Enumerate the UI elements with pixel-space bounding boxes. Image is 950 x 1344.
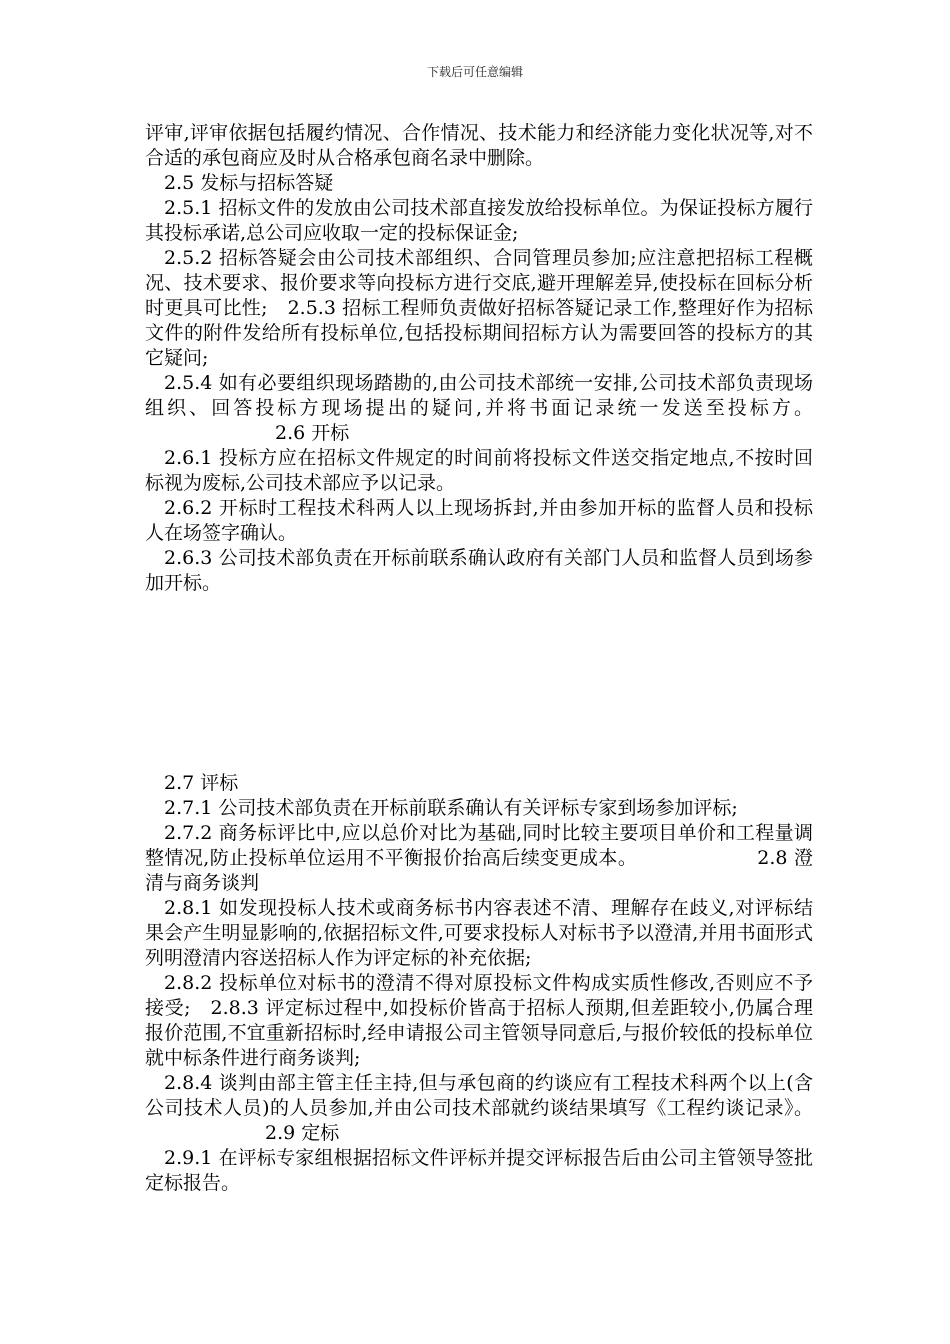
page-header: 下载后可任意编辑 [426, 65, 523, 79]
paragraph-2-7-2-text: 2.7.2 商务标评比中,应以总价对比为基础,同时比较主要项目单价和工程量调整情况,防止投标单位运用不平衡报价抬高后续变更成本。 [145, 822, 813, 869]
paragraph-2-7-1: 2.7.1 公司技术部负责在开标前联系确认有关评标专家到场参加评标; [164, 797, 738, 819]
heading-2-8: 2.8 澄清与商务谈判 [145, 847, 813, 894]
paragraph-2-6-2: 2.6.2 开标时工程技术科两人以上现场拆封,并由参加开标的监督人员和投标人在场签字确认。 [145, 497, 813, 544]
paragraph-2-8-3-text: 2.8.3 评定标过程中,如投标价皆高于招标人预期,但差距较小,仍属合理报价范围,不宜重新招标时,经申请报公司主管领导同意后,与报价较低的投标单位就中标条件进行商务谈判; [145, 997, 813, 1069]
heading-2-5: 2.5 发标与招标答疑 [164, 172, 334, 194]
paragraph-review: 评审,评审依据包括履约情况、合作情况、技术能力和经济能力变化状况等,对不合适的承包商应及时从合格承包商名录中删除。 [145, 122, 813, 169]
paragraph-2-5-4-text: 2.5.4 如有必要组织现场踏勘的,由公司技术部统一安排,公司技术部负责现场组织、回答投标方现场提出的疑问,并将书面记录统一发送至投标方。 [145, 372, 813, 419]
paragraph-2-6-3: 2.6.3 公司技术部负责在开标前联系确认政府有关部门人员和监督人员到场参加开标。 [145, 547, 813, 594]
paragraph-2-7-2 [145, 821, 813, 896]
heading-2-7: 2.7 评标 [164, 772, 239, 794]
paragraph-2-8-1: 2.8.1 如发现投标人技术或商务标书内容表述不清、理解存在歧义,对评标结果会产生明显影响的,依据招标文件,可要求投标人对标书予以澄清,并用书面形式列明澄清内容送招标人作为评定标的补充依据; [145, 897, 813, 969]
paragraph-2-5-2 [145, 246, 813, 371]
paragraph-2-8-2 [145, 971, 813, 1071]
text-section-lower [145, 771, 813, 1196]
paragraph-2-5-3-text: 2.5.3 招标工程师负责做好招标答疑记录工作,整理好作为招标文件的附件发给所有投标单位,包括投标期间招标方认为需要回答的投标方的其它疑问; [145, 297, 813, 369]
heading-2-6: 2.6 开标 [275, 422, 350, 444]
paragraph-2-8-4 [145, 1071, 813, 1146]
paragraph-2-8-4-text: 2.8.4 谈判由部主管主任主持,但与承包商的约谈应有工程技术科两个以上(含公司技术人员)的人员参加,并由公司技术部就约谈结果填写《工程约谈记录》。 [145, 1072, 813, 1119]
text-section-upper [145, 121, 813, 596]
paragraph-2-5-1: 2.5.1 招标文件的发放由公司技术部直接发放给投标单位。为保证投标方履行其投标承诺,总公司应收取一定的投标保证金; [145, 197, 813, 244]
paragraph-2-8-2-text: 2.8.2 投标单位对标书的澄清不得对原投标文件构成实质性修改,否则应不予接受; [145, 972, 813, 1019]
paragraph-2-9-1: 2.9.1 在评标专家组根据招标文件评标并提交评标报告后由公司主管领导签批定标报告。 [145, 1147, 813, 1194]
paragraph-2-5-4 [145, 371, 813, 446]
paragraph-2-5-2-text: 2.5.2 招标答疑会由公司技术部组织、合同管理员参加;应注意把招标工程概况、技术要求、报价要求等向投标方进行交底,避开理解差异,使投标在回标分析时更具可比性; [145, 247, 813, 319]
heading-2-9: 2.9 定标 [265, 1122, 340, 1144]
paragraph-2-6-1: 2.6.1 投标方应在招标文件规定的时间前将投标文件送交指定地点,不按时回标视为废标,公司技术部应予以记录。 [145, 447, 813, 494]
